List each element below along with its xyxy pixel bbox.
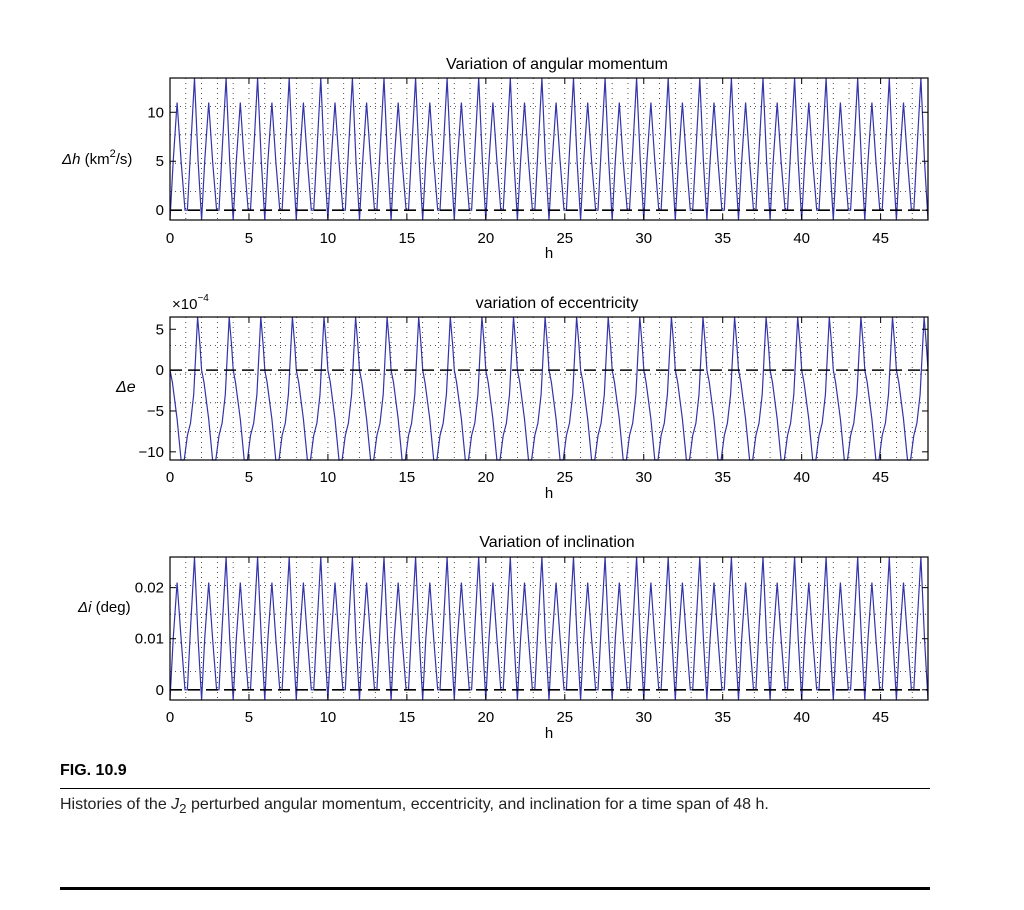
x-tick-label: 10	[319, 230, 337, 247]
y-tick-label: 0.02	[134, 579, 164, 597]
y-tick-label: 0	[155, 202, 164, 220]
x-tick-label: 35	[714, 469, 732, 486]
x-tick-label: 45	[872, 709, 889, 726]
y-tick-label: 5	[155, 153, 164, 171]
series-line-Δi	[170, 557, 928, 700]
x-tick-label: 20	[477, 709, 495, 726]
x-tick-label: 45	[872, 469, 889, 486]
caption-symbol: J	[171, 796, 180, 813]
y-axis-label-unit: (km	[80, 151, 110, 168]
x-tick-label: 25	[556, 469, 574, 486]
x-tick-label: 30	[635, 469, 653, 486]
caption-text-after: perturbed angular momentum, eccentricity, and inclination for a time span of 48 h.	[186, 796, 769, 813]
figure-label-rule	[60, 788, 930, 789]
x-tick-label: 35	[714, 230, 732, 247]
x-tick-label: 0	[165, 709, 175, 726]
y-axis-label-symbol: Δh	[62, 151, 81, 168]
chart-title: variation of eccentricity	[475, 295, 639, 312]
figure-caption	[60, 796, 769, 816]
y-axis-label-unit: (deg)	[91, 599, 131, 616]
y-tick-label: 0	[155, 362, 164, 380]
x-tick-label: 5	[244, 469, 254, 486]
x-tick-label: 15	[398, 709, 416, 726]
y-tick-label: −5	[146, 402, 164, 420]
x-tick-label: 5	[244, 230, 254, 247]
y-axis-label	[77, 599, 131, 616]
x-tick-label: 10	[319, 709, 337, 726]
x-axis-label: h	[544, 485, 554, 502]
series-line-Δe	[170, 317, 928, 460]
plot-frame	[170, 317, 928, 460]
chart-title: Variation of angular momentum	[445, 56, 669, 73]
chart-panel-2	[115, 293, 928, 502]
y-axis-label	[61, 148, 132, 168]
y-axis-label-symbol: Δi	[78, 599, 92, 616]
x-tick-label: 40	[793, 709, 811, 726]
x-axis-label: h	[544, 725, 554, 742]
y-tick-label: 5	[155, 321, 164, 339]
x-tick-label: 25	[556, 709, 574, 726]
y-axis-label: Δe	[116, 379, 136, 396]
y-axis-label-superscript: 2	[109, 148, 116, 160]
y-axis-label-unit-suffix: /s)	[115, 151, 133, 168]
plot-frame	[170, 557, 928, 700]
page-bottom-rule	[60, 887, 930, 890]
x-tick-label: 25	[556, 230, 574, 247]
x-tick-label: 15	[398, 230, 416, 247]
x-tick-label: 15	[398, 469, 416, 486]
x-tick-label: 35	[714, 709, 732, 726]
x-tick-label: 20	[477, 230, 495, 247]
chart-panel-3	[77, 534, 928, 742]
exponent-label	[172, 293, 209, 313]
x-tick-label: 30	[635, 230, 653, 247]
x-tick-label: 20	[477, 469, 495, 486]
x-tick-label: 5	[244, 709, 254, 726]
caption-subscript: 2	[179, 801, 187, 817]
y-tick-label: −10	[138, 443, 164, 461]
caption-text-before: Histories of the	[60, 796, 172, 813]
exponent-base: ×10	[172, 296, 198, 313]
x-tick-label: 10	[319, 469, 337, 486]
x-axis-label: h	[544, 245, 554, 262]
y-tick-label: 0.01	[134, 630, 164, 648]
figure-label: FIG. 10.9	[60, 762, 127, 779]
chart-title: Variation of inclination	[479, 534, 635, 551]
x-tick-label: 0	[165, 230, 175, 247]
x-tick-label: 30	[635, 709, 653, 726]
y-tick-label: 10	[147, 104, 164, 122]
chart-panel-1	[61, 56, 928, 262]
x-tick-label: 0	[165, 469, 175, 486]
y-tick-label: 0	[155, 681, 164, 699]
exponent-superscript: −4	[197, 293, 209, 304]
x-tick-label: 45	[872, 230, 889, 247]
x-tick-label: 40	[793, 469, 811, 486]
x-tick-label: 40	[793, 230, 811, 247]
